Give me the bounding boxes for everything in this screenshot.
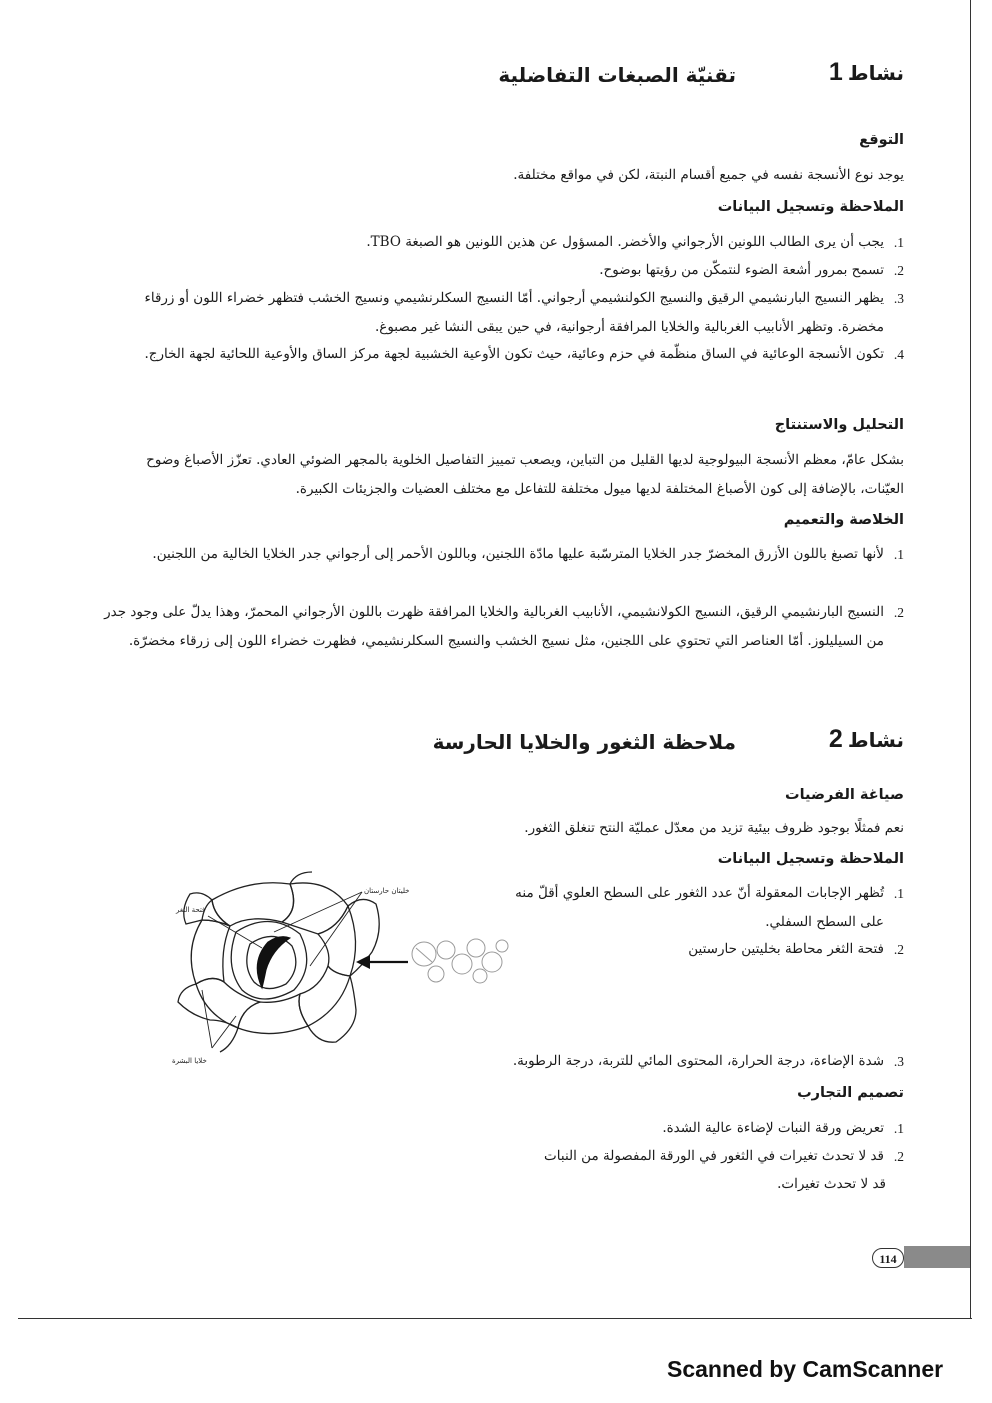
page-number: 114	[872, 1248, 904, 1268]
micrograph-cell	[437, 941, 455, 959]
conclusion-heading: الخلاصة والتعميم	[783, 512, 904, 528]
diagram-label-epidermis-cells: خلايا البشرة	[172, 1057, 207, 1065]
epidermis-cell	[318, 906, 356, 976]
hypothesis-heading: صياغة الفرضيات	[785, 787, 904, 803]
epidermis-cell	[196, 978, 260, 1028]
prediction-text: يوجد نوع الأنسجة نفسه في جميع أقسام النبتة، لكن في مواقع مختلفة.	[513, 167, 904, 183]
list-item: 4. تكون الأنسجة الوعائية في الساق منظّمة في حزم وعائية، حيث تكون الأوعية الخشبية لجهة مركز الساق والأوعية اللحائية لجهة الخارج.	[144, 346, 904, 362]
activity2-title: ملاحظة الثغور والخلايا الحارسة	[432, 730, 736, 754]
micrograph-cell	[482, 952, 502, 972]
micrograph-cell	[467, 939, 485, 957]
list-item: 2. تسمح بمرور أشعة الضوء لنتمكّن من رؤيتها بوضوح.	[599, 262, 904, 278]
hypothesis-text: نعم فمثلًا بوجود ظروف بيئية تزيد من معدّل عمليّة النتح تنغلق الثغور.	[524, 820, 904, 836]
list-item: 3. يظهر النسيج البارنشيمي الرقيق والنسيج الكولنشيمي أرجواني. أمّا النسيج السكلرنشيمي ونسيج الخشب فتظهر خضراء اللون أو زرقاء مخضرة. وتظهر الأنابيب الغربالية والخلايا المرافقة أرجوانية، في حين يبقى النشا غير مصبوغ.	[144, 290, 904, 335]
list-item: 2. فتحة الثغر محاطة بخليتين حارستين	[688, 941, 904, 957]
list-item: 2. قد لا تحدث تغيرات في الثغور في الورقة المفصولة من النبات	[544, 1148, 904, 1164]
epidermis-cell	[238, 994, 308, 1034]
epidermis-cell	[202, 900, 230, 926]
page-border-bottom	[18, 1318, 972, 1319]
list-item: 3. شدة الإضاءة، درجة الحرارة، المحتوى المائي للتربة، درجة الرطوبة.	[512, 1053, 904, 1069]
activity2-number: 2	[828, 725, 843, 753]
micrograph-cell	[452, 954, 472, 974]
scanner-watermark: Scanned by CamScanner	[667, 1356, 944, 1382]
analysis-text: بشكل عامّ، معظم الأنسجة البيولوجية لديها القليل من التباين، ويصعب تمييز التفاصيل الخلوية بالمجهر الضوئي العادي. تعزّز الأصباغ وضوح العيّنات، بالإضافة إلى كون الأصباغ المختلفة لديها ميول مختلفة للتفاعل مع مختلف العضيات والجزيئات الكبيرة.	[146, 452, 904, 497]
stomata-diagram	[150, 870, 520, 1070]
stoma-opening	[257, 937, 290, 988]
activity1-label: نشاط	[847, 61, 904, 85]
epidermis-cell	[191, 920, 230, 984]
activity2-label: نشاط	[847, 728, 904, 752]
micrograph-cell	[496, 940, 508, 952]
observation1-heading: الملاحظة وتسجيل البيانات	[717, 199, 904, 215]
list-item: 1. لأنها تصبغ باللون الأزرق المخضرّ جدر الخلايا المترسّبة عليها مادّة اللجنين، وباللون الأحمر إلى أرجواني جدر الخلايا الخالية من اللجنين.	[152, 546, 904, 562]
list-item: 1. تُظهر الإجابات المعقولة أنّ عدد الثغور على السطح العلوي أقلّ منه على السطح السفلي.	[515, 885, 904, 930]
page-number-bar	[904, 1246, 970, 1268]
micrograph-cell	[428, 966, 444, 982]
design-heading: تصميم التجارب	[797, 1085, 904, 1101]
list-item: 2. النسيج البارنشيمي الرقيق، النسيج الكولانشيمي، الأنابيب الغربالية والخلايا المرافقة ظهرت باللون الأرجواني المحمرّ، وهذا يدلّ على وجود جدر من السيليلوز. أمّا العناصر التي تحتوي على اللجنين، مثل نسيج الخشب والنسيج السكلرنشيمي، فظهرت خضراء اللون إلى زرقاء مخضرّة.	[104, 604, 904, 649]
page-border-right	[970, 0, 971, 1318]
prediction-heading: التوقع	[859, 132, 904, 148]
activity1-title: تقنيّة الصبغات التفاضلية	[498, 63, 736, 87]
activity1-number: 1	[828, 58, 843, 86]
diagram-label-guard-cells: خليتان حارستان	[364, 887, 410, 895]
analysis-heading: التحليل والاستنتاج	[774, 417, 904, 433]
epidermis-cell	[299, 966, 350, 1026]
observation2-heading: الملاحظة وتسجيل البيانات	[717, 851, 904, 867]
micrograph-cell	[473, 969, 487, 983]
design-continuation: قد لا تحدث تغيرات.	[777, 1176, 886, 1192]
diagram-label-stoma-opening: فتحة الثغر	[176, 906, 206, 914]
micrograph-cell	[412, 942, 436, 966]
list-item: 1. يجب أن يرى الطالب اللونين الأرجواني والأخضر. المسؤول عن هذين اللونين هو الصبغة TBO.	[366, 234, 904, 250]
epidermis-cell	[212, 883, 294, 926]
list-item: 1. تعريض ورقة النبات لإضاءة عالية الشدة.	[662, 1120, 904, 1136]
